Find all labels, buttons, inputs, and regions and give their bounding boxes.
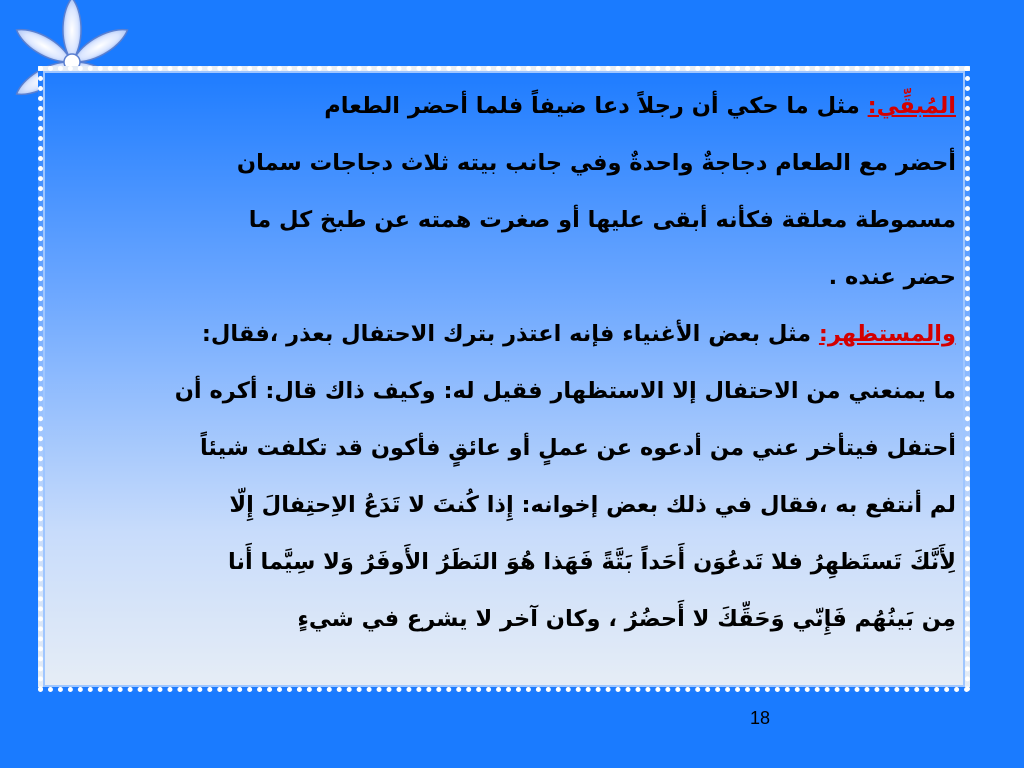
page-number: 18: [749, 708, 771, 728]
body-line-9: لِأَنَّكَ تَستَظهِرُ فلا تَدعُوَن أَحَداً بَتَّةً فَهَذا هُوَ النَظَرُ الأَوفَرُ وَلا سِيَّما أَنا: [228, 549, 956, 575]
body-line-8: لم أنتفع به ،فقال في ذلك بعض إخوانه: إِذا كُنتَ لا تَدَعُ الاِحتِفالَ إِلّا: [229, 492, 956, 518]
body-line-6: ما يمنعني من الاحتفال إلا الاستظهار فقيل له: وكيف ذاك قال: أكره أن: [174, 378, 956, 404]
body-line-5: [58, 306, 956, 363]
term-mustazhir: والمستظهر:: [818, 321, 956, 347]
body-line-5-text: مثل بعض الأغنياء فإنه اعتذر بترك الاحتفال بعذر ،فقال:: [201, 321, 819, 347]
body-line-1: [58, 78, 956, 135]
body-line-2: أحضر مع الطعام دجاجةٌ واحدةٌ وفي جانب بيته ثلاث دجاجات سمان: [236, 150, 956, 176]
body-line-3: مسموطة معلقة فكأنه أبقى عليها أو صغرت همته عن طبخ كل ما: [248, 207, 956, 233]
body-line-7: أحتفل فيتأخر عني من أدعوه عن عملٍ أو عائقٍ فأكون قد تكلفت شيئاً: [199, 435, 956, 461]
body-line-10: مِن بَينُهُم فَإِنّي وَحَقِّكَ لا أَحضُرُ ، وكان آخر لا يشرع في شيءٍ: [297, 606, 956, 632]
term-mubaqqi: المُبقِّي:: [867, 93, 956, 119]
slide-body: [58, 78, 956, 648]
body-line-1-text: مثل ما حكي أن رجلاً دعا ضيفاً فلما أحضر الطعام: [324, 93, 868, 119]
body-line-4: حضر عنده .: [828, 264, 956, 290]
